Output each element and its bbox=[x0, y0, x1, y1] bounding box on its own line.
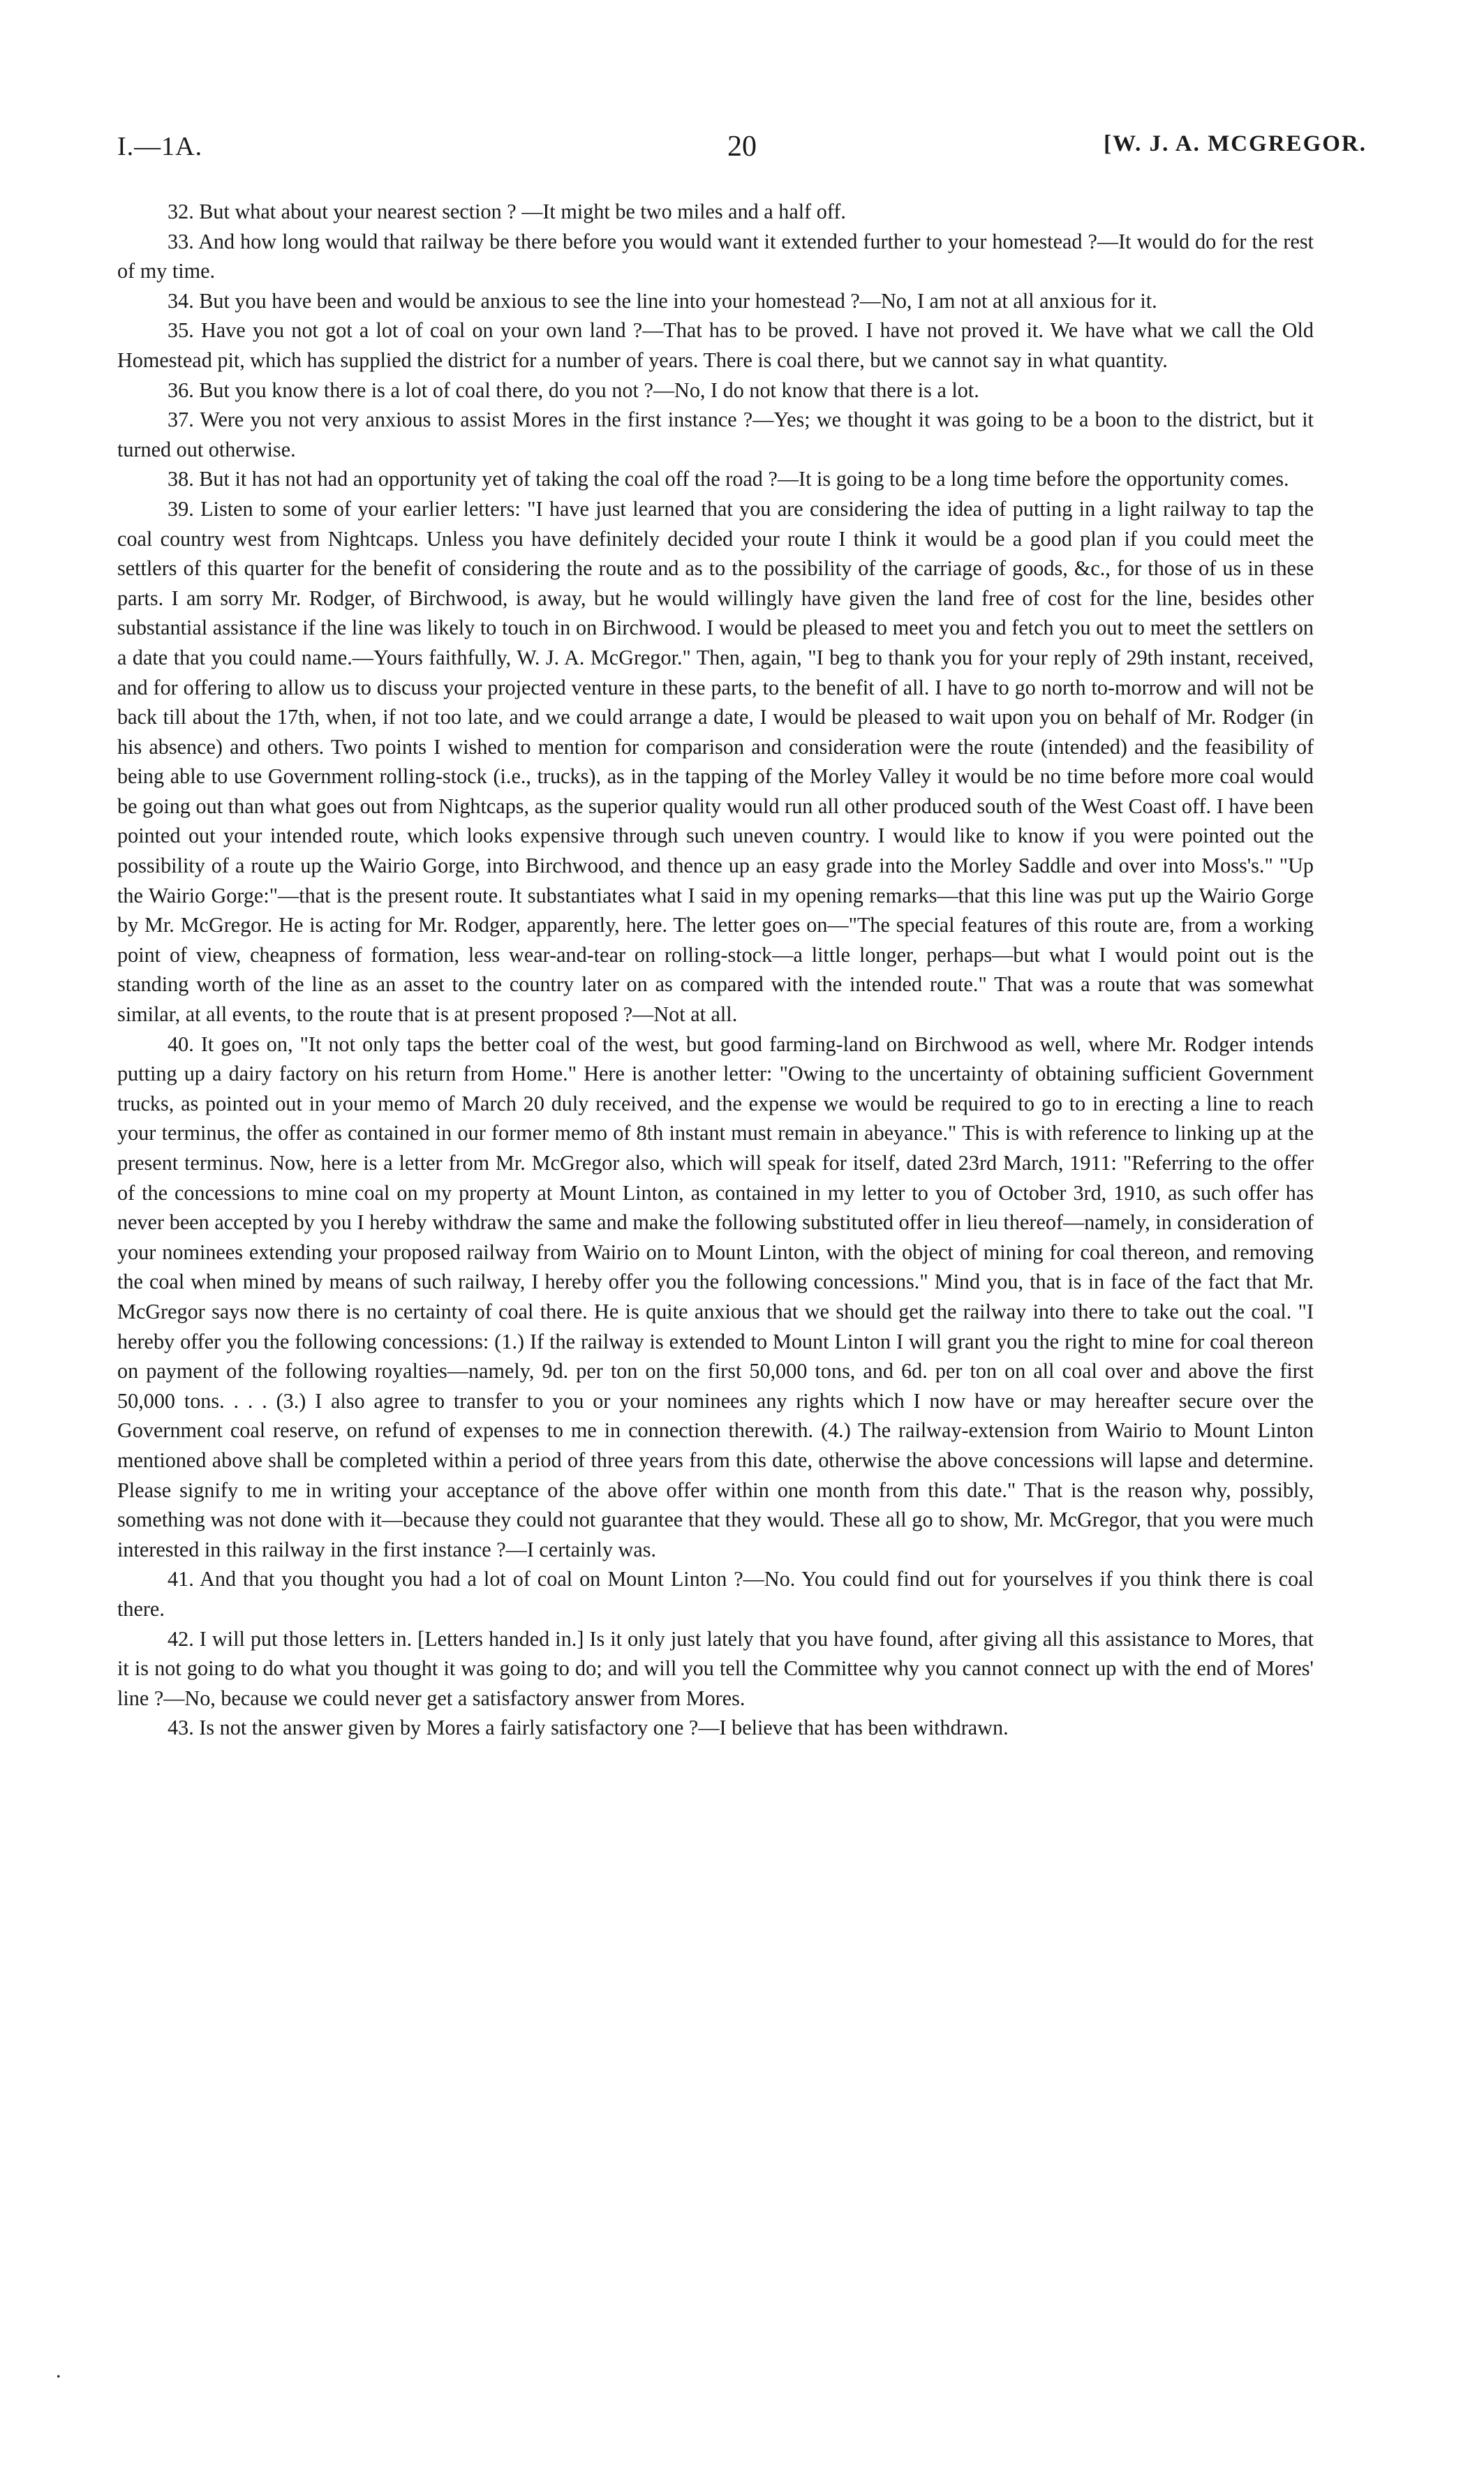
question-36: 36. But you know there is a lot of coal there, do you not ?—No, I do not know that there is a lot. bbox=[168, 378, 979, 402]
question-43: 43. Is not the answer given by Mores a fairly satisfactory one ?—I believe that has been withdrawn. bbox=[168, 1716, 1009, 1740]
question-35: 35. Have you not got a lot of coal on your own land ?—That has to be proved. I have not proved it. We have what we call the Old Homestead pit, which has supplied the district for a number of years. There is coal there, but we cannot say in what quantity. bbox=[117, 318, 1314, 372]
page-body bbox=[117, 197, 1314, 1743]
paper-reference: I.—1A. bbox=[117, 132, 203, 161]
page-header bbox=[117, 131, 1367, 173]
page-number: 20 bbox=[727, 131, 757, 163]
question-41: 41. And that you thought you had a lot of coal on Mount Linton ?—No. You could find out for yourselves if you think there is coal there. bbox=[117, 1567, 1314, 1621]
question-38: 38. But it has not had an opportunity yet of taking the coal off the road ?—It is going to be a long time before the opportunity comes. bbox=[168, 467, 1289, 491]
question-42: 42. I will put those letters in. [Letters handed in.] Is it only just lately that you have found, after giving all this assistance to Mores, that it is not going to do what you thought it was going to do; and will you tell the Committee why you cannot connect up with the end of Mores' line ?—No, because we could never get a satisfactory answer from Mores. bbox=[117, 1626, 1314, 1710]
witness-name: [W. J. A. MCGREGOR. bbox=[1104, 131, 1367, 156]
stray-mark: . bbox=[56, 2359, 61, 2382]
question-39: 39. Listen to some of your earlier letters: "I have just learned that you are considering the idea of putting in a light railway to tap the coal country west from Nightcaps. Unless you have definitely decided your route I think it would be a good plan if you could meet the settlers of this quarter for the benefit of considering the route and as to the possibility of the carriage of goods, &c., for those of us in these parts. I am sorry Mr. Rodger, of Birchwood, is away, but he would willingly have given the land free of cost for the line, besides other substantial assistance if the line was likely to touch in on Birchwood. I would be pleased to meet you and fetch you out to meet the settlers on a date that you could name.—Yours faithfully, W. J. A. McGregor." Then, again, "I beg to thank you for your reply of 29th instant, received, and for offering to allow us to discuss your projected venture in these parts, to the benefit of all. I have to go north to-morrow and will not be back till about the 17th, when, if not too late, and we could arrange a date, I would be pleased to wait upon you on behalf of Mr. Rodger (in his absence) and others. Two points I wished to mention for comparison and consideration were the route (intended) and the feasibility of being able to use Government rolling-stock (i.e., trucks), as in the tapping of the Morley Valley it would be no time before more coal would be going out than what goes out from Nightcaps, as the superior quality would run all other produced south of the West Coast off. I have been pointed out your intended route, which looks expensive through such uneven country. I would like to know if you were pointed out the possibility of a route up the Wairio Gorge, into Birchwood, and thence up an easy grade into the Morley Saddle and over into Moss's." "Up the Wairio Gorge:"—that is the present route. It substantiates what I said in my opening remarks—that this line was put up the Wairio Gorge by Mr. McGregor. He is acting for Mr. Rodger, apparently, here. The letter goes on—"The special features of this route are, from a working point of view, cheapness of formation, less wear-and-tear on rolling-stock—a little longer, perhaps—but what I would point out is the standing worth of the line as an asset to the country later on as compared with the intended route." That was a route that was somewhat similar, at all events, to the route that is at present proposed ?—Not at all. bbox=[117, 496, 1314, 1027]
question-40: 40. It goes on, "It not only taps the better coal of the west, but good farming-land on Birchwood as well, where Mr. Rodger intends putting up a dairy factory on his return from Home." Here is another letter: "Owing to the uncertainty of obtaining sufficient Government trucks, as pointed out in your memo of March 20 duly received, and the expense we would be required to go to in erecting a line to reach your terminus, the offer as contained in our former memo of 8th instant must remain in abeyance." This is with reference to linking up at the present terminus. Now, here is a letter from Mr. McGregor also, which will speak for itself, dated 23rd March, 1911: "Referring to the offer of the concessions to mine coal on my property at Mount Linton, as contained in my letter to you of October 3rd, 1910, as such offer has never been accepted by you I hereby withdraw the same and make the following substituted offer in lieu thereof—namely, in consideration of your nominees extending your proposed railway from Wairio on to Mount Linton, with the object of mining for coal thereon, and removing the coal when mined by means of such railway, I hereby offer you the following concessions." Mind you, that is in face of the fact that Mr. McGregor says now there is no certainty of coal there. He is quite anxious that we should get the railway into there to take out the coal. "I hereby offer you the following concessions: (1.) If the railway is extended to Mount Linton I will grant you the right to mine for coal thereon on payment of the following royalties—namely, 9d. per ton on the first 50,000 tons, and 6d. per ton on all coal over and above the first 50,000 tons. . . . (3.) I also agree to transfer to you or your nominees any rights which I now have or may hereafter secure over the Government coal reserve, on refund of expenses to me in connection therewith. (4.) The railway-extension from Wairio to Mount Linton mentioned above shall be completed within a period of three years from this date, otherwise the above concessions will lapse and determine. Please signify to me in writing your acceptance of the above offer within one month from this date." That is the reason why, possibly, something was not done with it—because they could not guarantee that they would. These all go to show, Mr. McGregor, that you were much interested in this railway in the first instance ?—I certainly was. bbox=[117, 1032, 1314, 1561]
question-37: 37. Were you not very anxious to assist Mores in the first instance ?—Yes; we thought it was going to be a boon to the district, but it turned out otherwise. bbox=[117, 408, 1314, 461]
question-33: 33. And how long would that railway be there before you would want it extended further to your homestead ?—It would do for the rest of my time. bbox=[117, 229, 1314, 283]
question-32: 32. But what about your nearest section ? —It might be two miles and a half off. bbox=[168, 200, 846, 223]
question-34: 34. But you have been and would be anxious to see the line into your homestead ?—No, I am not at all anxious for it. bbox=[168, 288, 1157, 313]
